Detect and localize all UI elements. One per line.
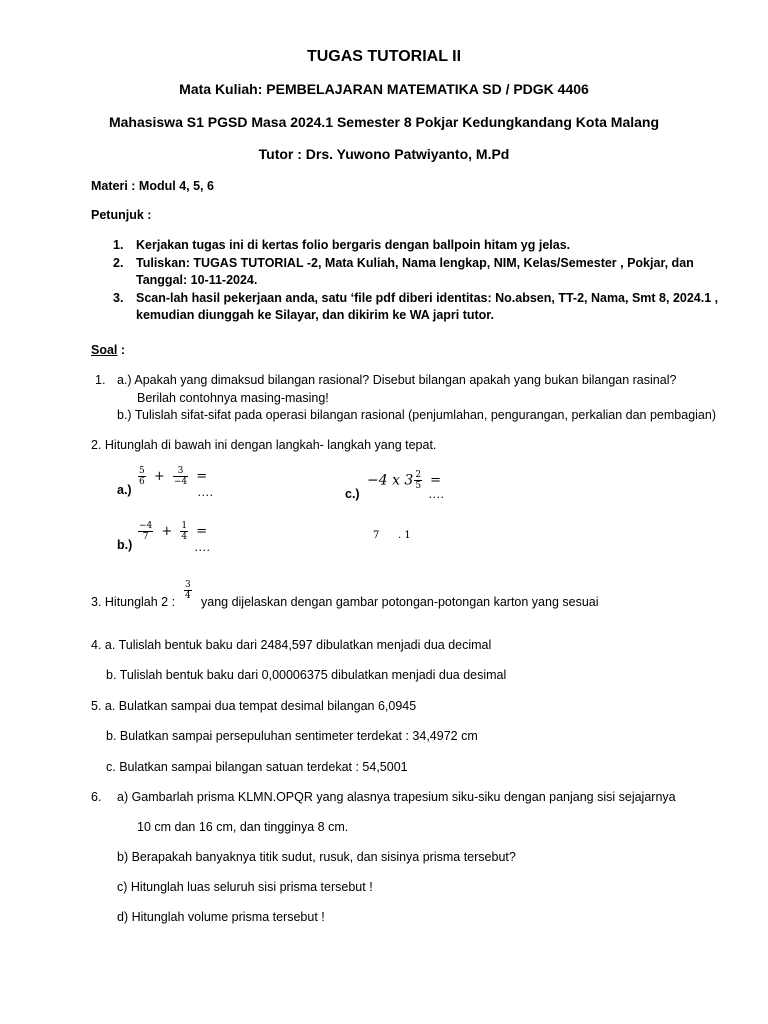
q3-suffix: yang dijelaskan dengan gambar potongan-potongan karton yang sesuai	[201, 595, 599, 609]
q2b-equals: =	[196, 524, 208, 539]
q2c-fraction	[414, 470, 422, 491]
stray-char-7: 7	[373, 530, 380, 541]
q3-fraction	[183, 580, 193, 601]
q2b-expression	[137, 521, 209, 542]
q2a-equals: =	[196, 469, 208, 484]
petunjuk-item-2-text: Tuliskan: TUGAS TUTORIAL -2, Mata Kuliah, Nama lengkap, NIM, Kelas/Semester , Pokjar, dan	[136, 256, 694, 270]
q2c-label: c.)	[345, 487, 360, 501]
petunjuk-item-2-text-cont: Tanggal: 10-11-2024.	[136, 273, 258, 287]
q1-a-line2: Berilah contohnya masing-masing!	[137, 391, 329, 405]
materi-line: Materi : Modul 4, 5, 6	[91, 179, 214, 193]
q2a-fraction-1	[138, 466, 146, 487]
petunjuk-item-1-text: Kerjakan tugas ini di kertas folio bergaris dengan ballpoin hitam yg jelas.	[136, 238, 571, 252]
q2a-num-2: 3	[177, 466, 184, 476]
stray-char-dot-1: . 1	[398, 530, 411, 541]
petunjuk-item-3-text-cont: kemudian diunggah ke Silayar, dan dikirim ke WA japri tutor.	[136, 308, 494, 322]
petunjuk-label: Petunjuk :	[91, 208, 152, 222]
q2c-equals: =	[430, 473, 442, 488]
q2a-fraction-2	[173, 466, 188, 487]
q3-prefix: 3. Hitunglah 2 :	[91, 595, 176, 609]
petunjuk-item-3-num: 3.	[113, 291, 124, 305]
document-title: TUGAS TUTORIAL II	[306, 48, 462, 65]
q6-a-line2: 10 cm dan 16 cm, dan tingginya 8 cm.	[137, 820, 349, 834]
q4-a: 4. a. Tulislah bentuk baku dari 2484,597 dibulatkan menjadi dua decimal	[91, 638, 492, 652]
q2a-expression	[137, 466, 209, 487]
q2a-label: a.)	[117, 483, 132, 497]
q2a-num-1: 5	[139, 466, 145, 476]
q2b-label: b.)	[117, 538, 133, 552]
q1-a-line1: a.) Apakah yang dimaksud bilangan rasional? Disebut bilangan apakah yang bukan bilangan rasinal?	[117, 373, 677, 387]
q5-c: c. Bulatkan sampai bilangan satuan terdekat : 54,5001	[106, 760, 408, 774]
petunjuk-item-1-num: 1.	[113, 238, 124, 252]
q2c-num: 2	[415, 470, 422, 480]
q2a-dots: ….	[197, 485, 213, 499]
q2b-num-1: −4	[139, 521, 153, 531]
q2a-den-2: −4	[173, 477, 188, 487]
students-line: Mahasiswa S1 PGSD Masa 2024.1 Semester 8 Pokjar Kedungkandang Kota Malang	[108, 114, 660, 130]
q5-b: b. Bulatkan sampai persepuluhan sentimeter terdekat : 34,4972 cm	[106, 729, 478, 743]
tutor-line: Tutor : Drs. Yuwono Patwiyanto, M.Pd	[258, 146, 510, 162]
q2b-fraction-2	[180, 521, 188, 542]
petunjuk-item-2-num: 2.	[113, 256, 124, 270]
q4-b: b. Tulislah bentuk baku dari 0,00006375 dibulatkan menjadi dua desimal	[106, 668, 507, 682]
q1-number: 1.	[95, 373, 106, 387]
q5-a: 5. a. Bulatkan sampai dua tempat desimal bilangan 6,0945	[91, 699, 417, 713]
soal-label: Soal	[91, 343, 118, 357]
q2b-den-1: 7	[138, 531, 153, 542]
q2b-dots: ….	[194, 540, 210, 554]
q2b-den-2: 4	[181, 532, 188, 542]
soal-colon: :	[117, 343, 126, 357]
q2a-plus: +	[153, 469, 165, 484]
q2c-whole-part: −4 x 3	[367, 472, 414, 489]
petunjuk-item-3-text: Scan-lah hasil pekerjaan anda, satu ‘file pdf diberi identitas: No.absen, TT-2, Nama, Smt 8, 2024.1 ,	[136, 291, 719, 305]
q6-b: b) Berapakah banyaknya titik sudut, rusuk, dan sisinya prisma tersebut?	[117, 850, 516, 864]
q3-den: 4	[185, 591, 191, 601]
q2b-num-2: 1	[181, 521, 188, 531]
q3-fraction-body	[184, 580, 192, 601]
q3-num: 3	[185, 580, 191, 590]
q2-text: 2. Hitunglah di bawah ini dengan langkah- langkah yang tepat.	[91, 438, 437, 452]
soal-heading	[91, 343, 125, 357]
q2b-plus: +	[161, 524, 173, 539]
q6-a-line1: a) Gambarlah prisma KLMN.OPQR yang alasnya trapesium siku-siku dengan panjang sisi sejajarnya	[117, 790, 676, 804]
q2a-den-1: 6	[139, 477, 145, 487]
q1-b-line: b.) Tulislah sifat-sifat pada operasi bilangan rasional (penjumlahan, pengurangan, perkalian dan pembagian)	[117, 408, 716, 422]
q6-d: d) Hitunglah volume prisma tersebut !	[117, 910, 325, 924]
q6-number: 6.	[91, 790, 102, 804]
q2c-dots: ….	[428, 487, 444, 501]
course-line: Mata Kuliah: PEMBELAJARAN MATEMATIKA SD / PDGK 4406	[179, 81, 589, 97]
q2c-den: 5	[415, 481, 422, 491]
q2b-fraction-1	[138, 521, 153, 542]
q6-c: c) Hitunglah luas seluruh sisi prisma tersebut !	[117, 880, 373, 894]
